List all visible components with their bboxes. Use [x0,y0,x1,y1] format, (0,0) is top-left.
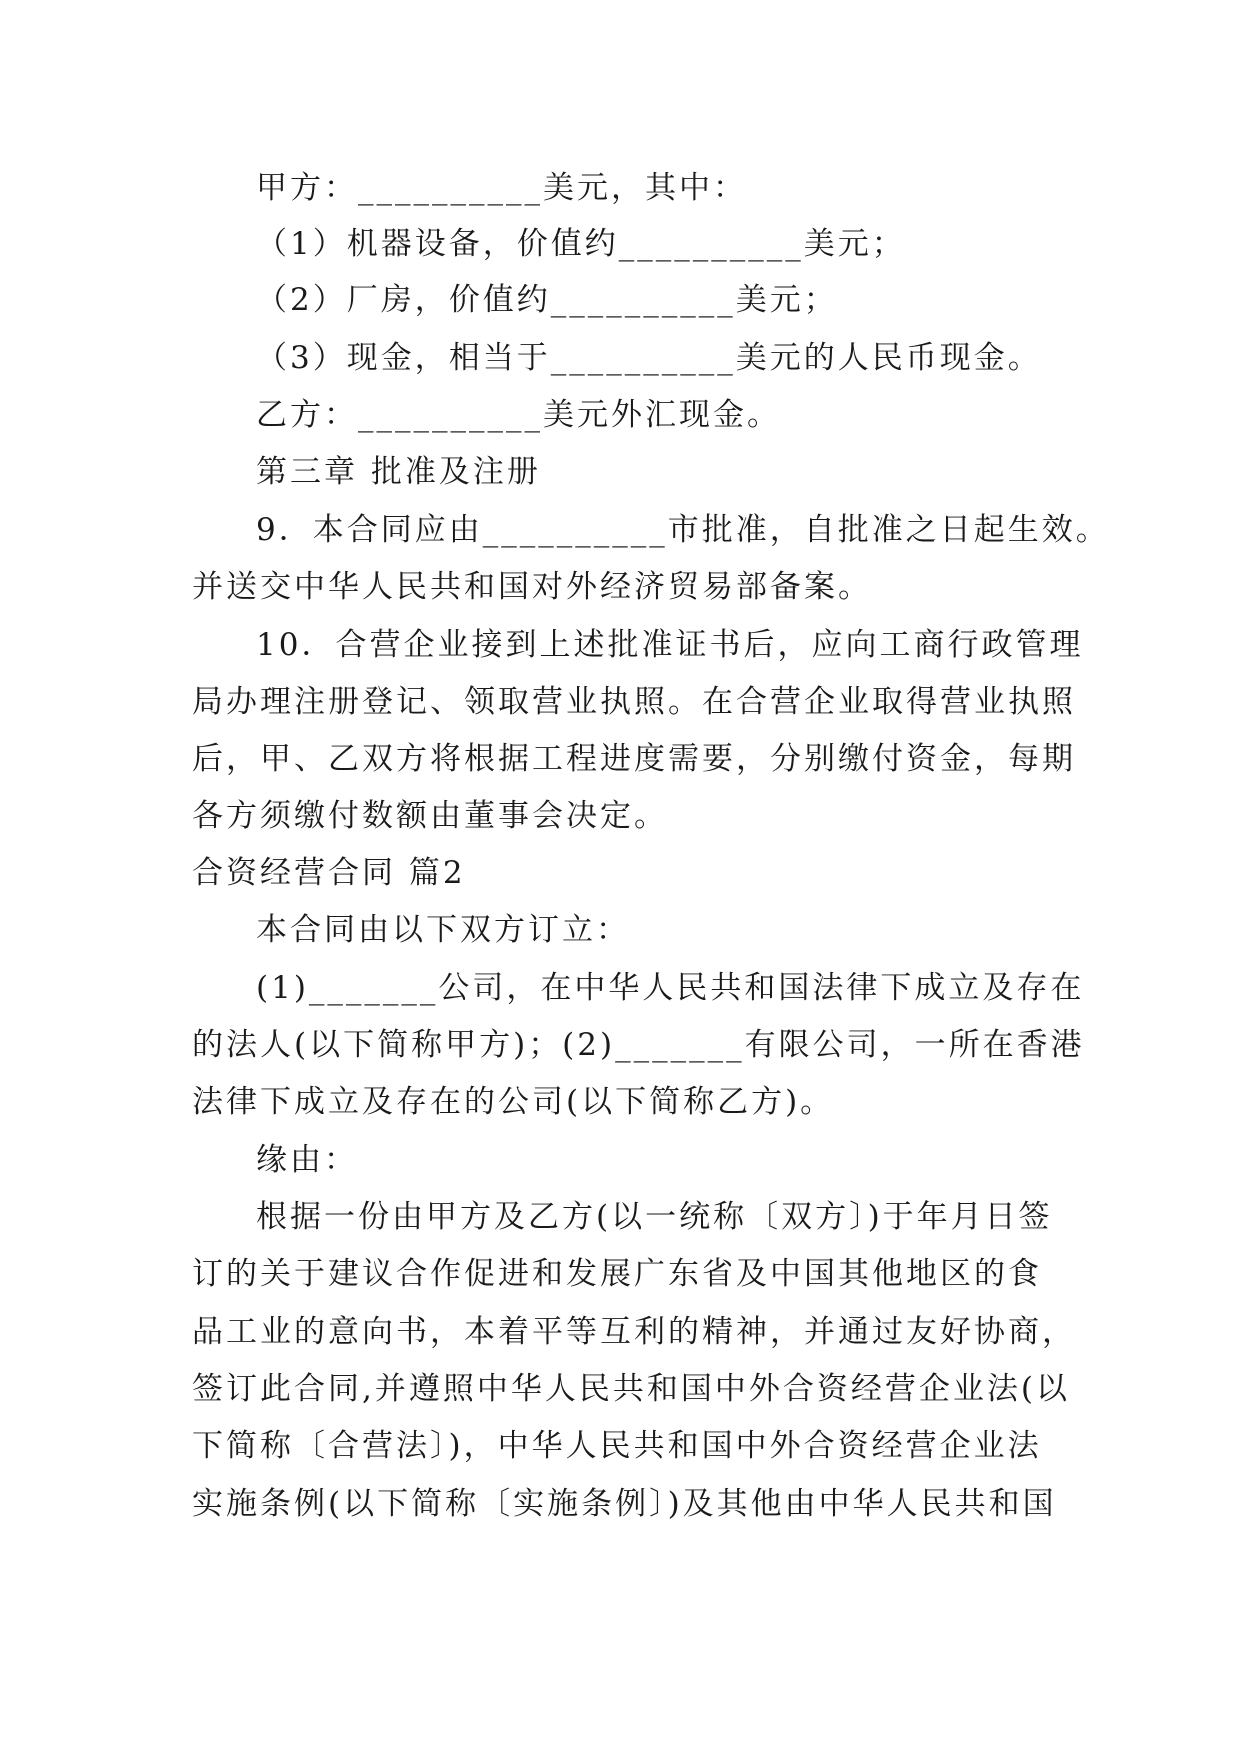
text-line: 订的关于建议合作促进和发展广东省及中国其他地区的食 [192,1256,1042,1292]
text-line: (1)_______公司，在中华人民共和国法律下成立及存在 [256,970,1085,1006]
text-line: （1）机器设备，价值约__________美元； [256,226,906,262]
text-line: 根据一份由甲方及乙方(以一统称〔双方〕)于年月日签 [256,1199,1053,1235]
text-line: 10．合营企业接到上述批准证书后，应向工商行政管理 [256,627,1084,663]
text-line: 品工业的意向书，本着平等互利的精神，并通过友好协商， [192,1314,1076,1350]
text-line: （2）厂房，价值约__________美元； [256,282,838,318]
text-line: 后，甲、乙双方将根据工程进度需要，分别缴付资金，每期 [192,741,1076,777]
text-line: 甲方：__________美元，其中： [256,170,747,206]
text-line: 实施条例(以下简称〔实施条例〕)及其他由中华人民共和国 [192,1486,1057,1522]
text-line: 乙方：__________美元外汇现金。 [256,397,781,433]
text-line: 法律下成立及存在的公司(以下简称乙方)。 [192,1084,835,1120]
text-line: 9．本合同应由__________市批准，自批准之日起生效。 [256,512,1110,548]
section-heading: 第三章 批准及注册 [256,454,541,490]
section-heading: 合资经营合同 篇2 [192,855,466,891]
text-line: 缘由： [256,1142,358,1178]
text-line: 本合同由以下双方订立： [256,912,630,948]
text-line: 下简称〔合营法〕)，中华人民共和国中外合资经营企业法 [192,1428,1042,1464]
text-line: 签订此合同,并遵照中华人民共和国中外合资经营企业法(以 [192,1371,1070,1407]
text-line: 的法人(以下简称甲方)；(2)_______有限公司，一所在香港 [192,1027,1085,1063]
text-line: （3）现金，相当于__________美元的人民币现金。 [256,340,1042,376]
text-line: 局办理注册登记、领取营业执照。在合营企业取得营业执照 [192,684,1076,720]
text-line: 各方须缴付数额由董事会决定。 [192,798,668,834]
text-line: 并送交中华人民共和国对外经济贸易部备案。 [192,569,872,605]
